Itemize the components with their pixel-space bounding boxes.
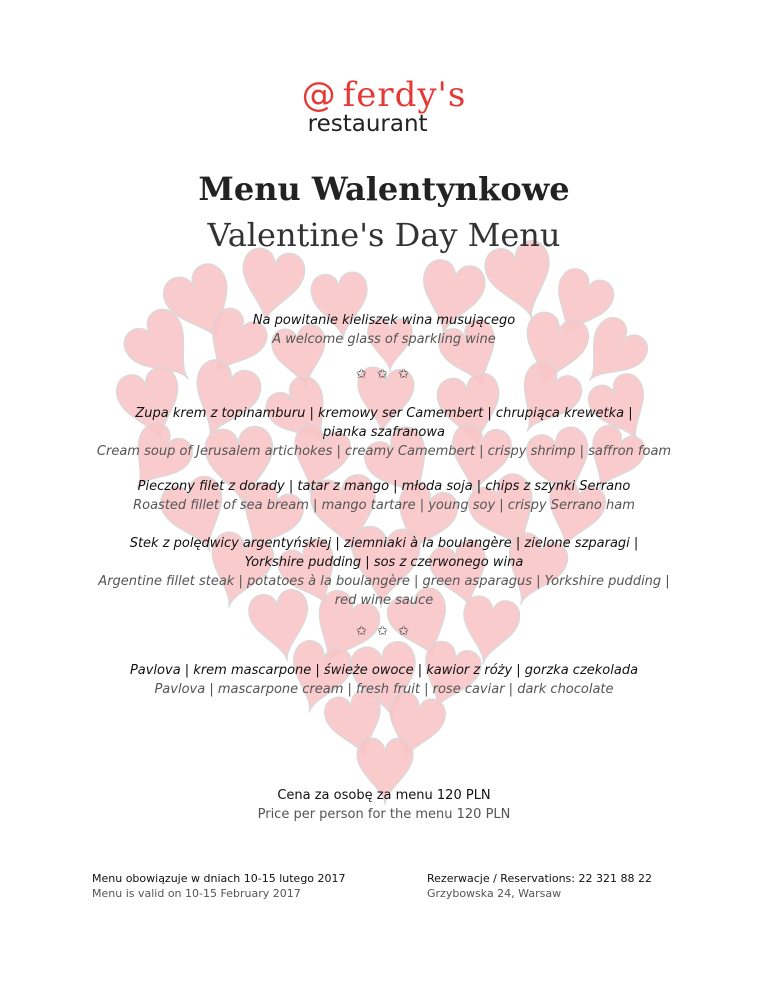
course-soup xyxy=(0,404,768,461)
course-steak xyxy=(0,534,768,610)
footer-contact xyxy=(427,871,652,901)
welcome-section xyxy=(0,311,768,349)
course-line-pl: pianka szafranowa xyxy=(323,425,445,440)
validity-pl: Menu obowiązuje w dniach 10-15 lutego 2017 xyxy=(92,872,346,885)
restaurant-logo xyxy=(0,75,768,137)
course-fish xyxy=(0,477,768,515)
menu-title-pl: Menu Walentynkowe xyxy=(198,170,570,208)
course-dessert xyxy=(0,661,768,699)
logo-name: ferdy's xyxy=(342,75,467,115)
course-line-en: Cream soup of Jerusalem artichokes | creamy Camembert | crispy shrimp | saffron foam xyxy=(96,444,672,459)
price-en: Price per person for the menu 120 PLN xyxy=(257,807,511,822)
course-line-pl: Zupa krem z topinamburu | kremowy ser Camembert | chrupiąca krewetka | xyxy=(135,406,633,421)
reservations-phone: Rezerwacje / Reservations: 22 321 88 22 xyxy=(427,872,652,885)
price-pl: Cena za osobę za menu 120 PLN xyxy=(277,788,491,803)
address: Grzybowska 24, Warsaw xyxy=(427,887,562,900)
course-line-pl: Stek z polędwicy argentyńskiej | ziemniaki à la boulangère | zielone szparagi | xyxy=(129,536,639,551)
star-separator: ✩ ✩ ✩ xyxy=(356,367,412,382)
course-line-en: Pavlova | mascarpone cream | fresh fruit | rose caviar | dark chocolate xyxy=(154,682,614,697)
logo-at-sign: @ xyxy=(301,75,337,115)
course-line-en: Roasted fillet of sea bream | mango tartare | young soy | crispy Serrano ham xyxy=(133,498,635,513)
price-section xyxy=(0,786,768,824)
course-line-en: red wine sauce xyxy=(334,593,434,608)
course-line-en: Argentine fillet steak | potatoes à la boulangère | green asparagus | Yorkshire pudding | xyxy=(98,574,670,589)
star-separator: ✩ ✩ ✩ xyxy=(356,624,412,639)
course-line-pl: Pieczony filet z dorady | tatar z mango | młoda soja | chips z szynki Serrano xyxy=(137,479,631,494)
logo-subtitle: restaurant xyxy=(307,111,428,137)
course-line-pl: Yorkshire pudding | sos z czerwonego wina xyxy=(244,555,524,570)
course-line-pl: Pavlova | krem mascarpone | świeże owoce | kawior z róży | gorzka czekolada xyxy=(129,663,639,678)
welcome-en: A welcome glass of sparkling wine xyxy=(272,332,496,347)
welcome-pl: Na powitanie kieliszek wina musującego xyxy=(252,313,516,328)
footer-validity xyxy=(92,871,346,901)
menu-title-en: Valentine's Day Menu xyxy=(207,216,561,254)
validity-en: Menu is valid on 10-15 February 2017 xyxy=(92,887,301,900)
